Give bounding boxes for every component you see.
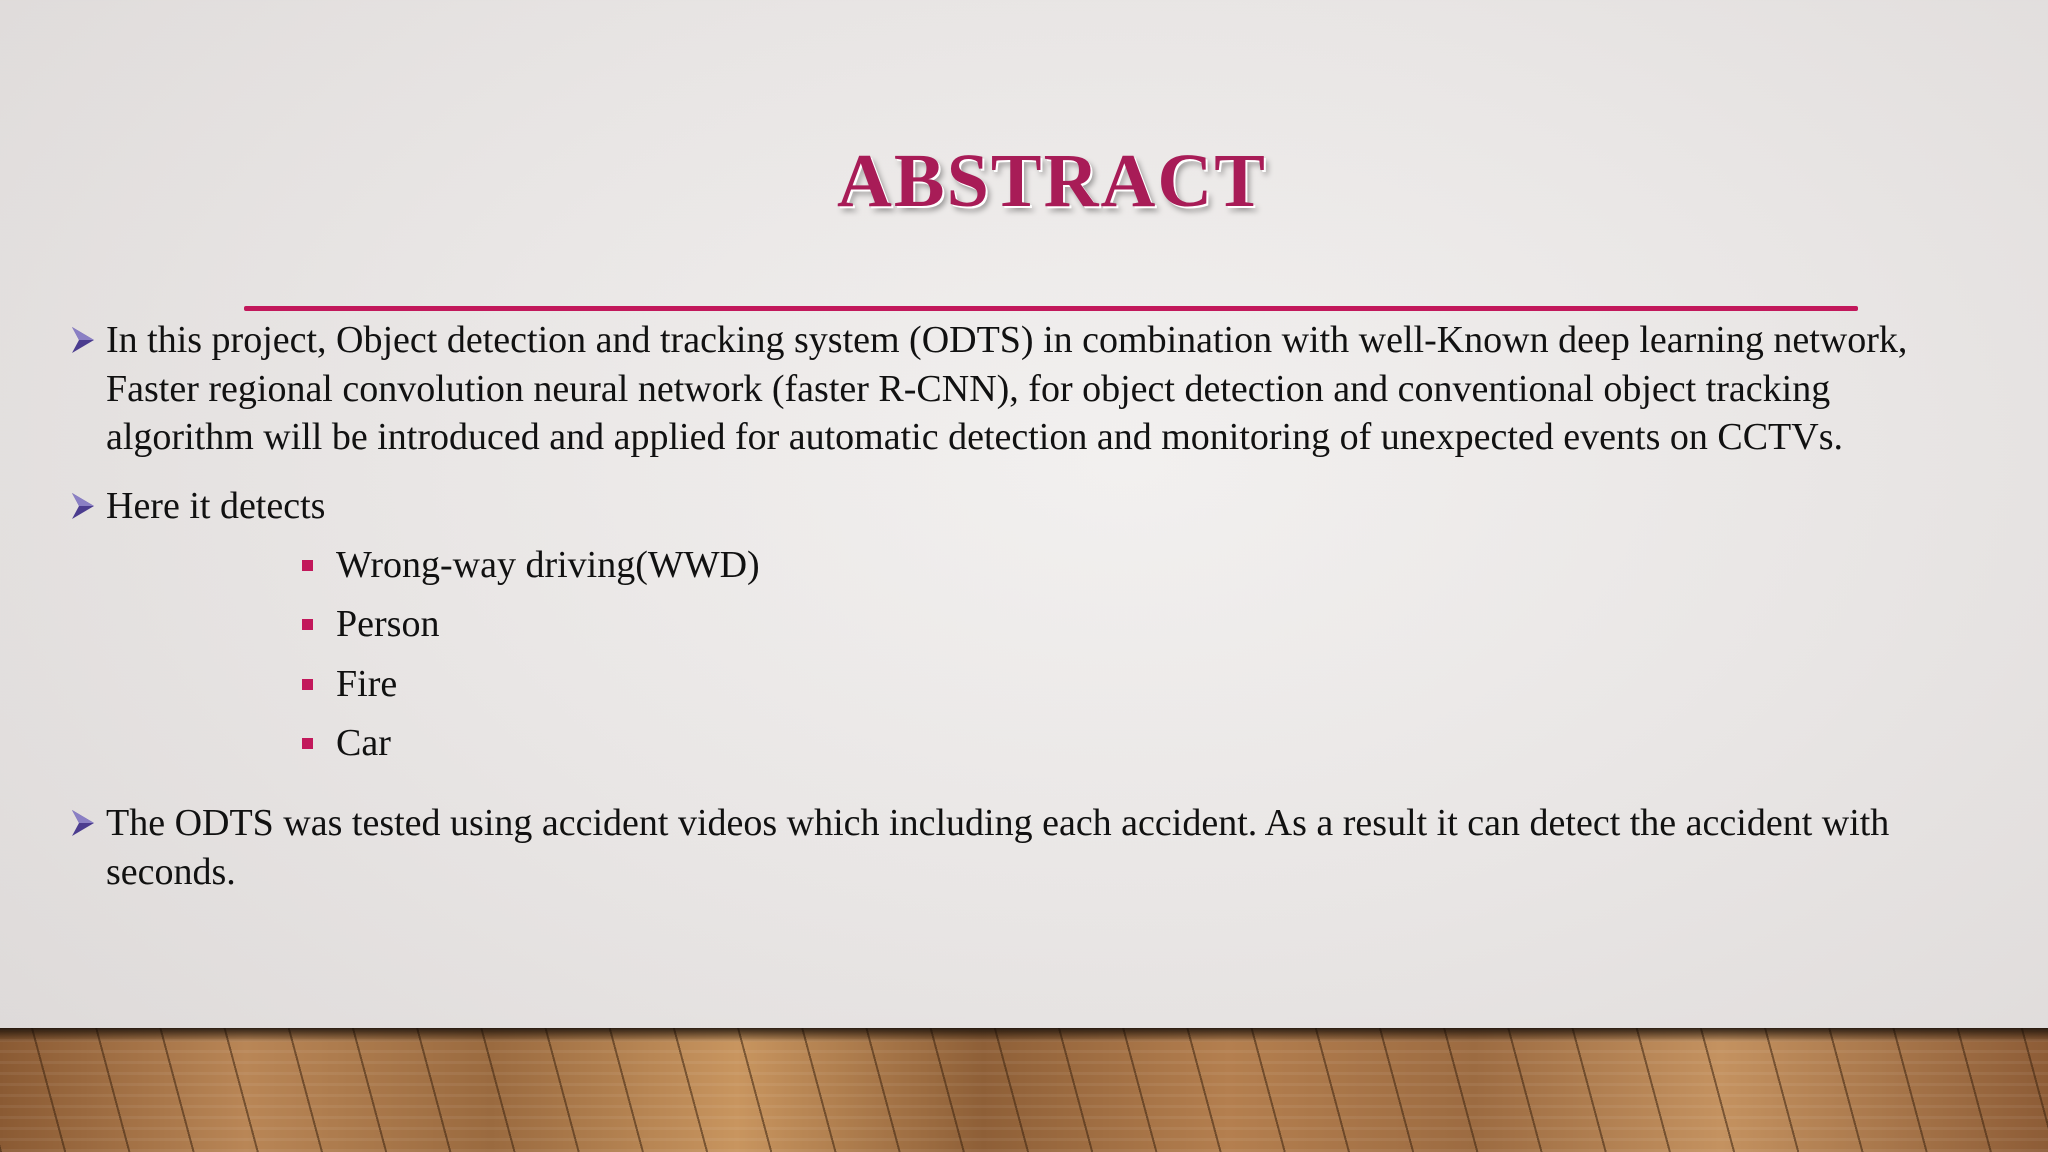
sub-bullet-item (70, 536, 1970, 595)
square-bullet-icon (302, 679, 313, 690)
bullet-text: In this project, Object detection and tracking system (ODTS) in combination with well-Known deep learning network, Faster regional convolution neural network (faster R-CNN), for object detection and conventional object tracking algorithm will be introduced and applied for automatic detection and monitoring of unexpected events on CCTVs. (106, 319, 1908, 458)
bullet-item (70, 799, 1970, 896)
bullet-item (70, 482, 1970, 531)
square-bullet-icon (302, 560, 313, 571)
bullet-text: Here it detects (106, 484, 326, 527)
sub-bullet-list (70, 536, 1970, 773)
bullet-text: The ODTS was tested using accident videos which including each accident. As a result it can detect the accident with seconds. (106, 802, 1890, 893)
arrow-bullet-icon (70, 325, 96, 355)
square-bullet-icon (302, 619, 313, 630)
slide-title: ABSTRACT (837, 139, 1267, 223)
sub-bullet-item (70, 714, 1970, 773)
sub-bullet-text: Fire (336, 662, 398, 705)
bullet-item (70, 316, 1970, 462)
arrow-bullet-icon (70, 491, 96, 521)
arrow-bullet-icon (70, 808, 96, 838)
sub-bullet-item (70, 655, 1970, 714)
slide-body (70, 316, 1970, 896)
sub-bullet-text: Person (336, 603, 440, 646)
sub-bullet-item (70, 595, 1970, 654)
floor-shadow (0, 1028, 2048, 1042)
wood-floor-background (0, 1028, 2048, 1152)
sub-bullet-text: Wrong-way driving(WWD) (336, 544, 760, 586)
sub-bullet-text: Car (336, 721, 391, 764)
square-bullet-icon (302, 738, 313, 749)
title-divider (244, 306, 1858, 311)
